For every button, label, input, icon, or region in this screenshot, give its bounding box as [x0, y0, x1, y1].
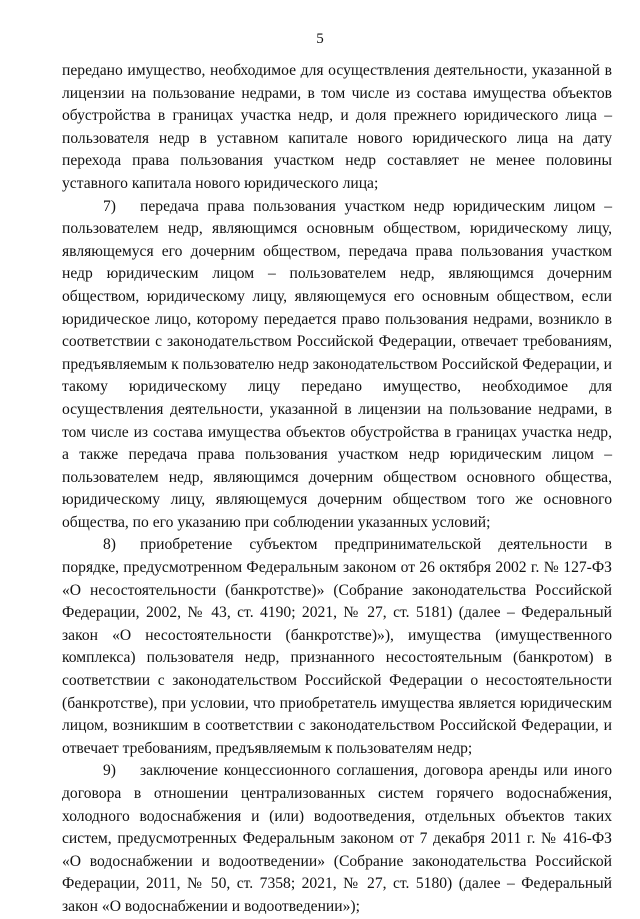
- page-number: 5: [316, 31, 324, 47]
- paragraph-text: заключение концессионного соглашения, договора аренды или иного договора в отношении централизованных систем горячего водоснабжения, холодного водоснабжения и (или) водоотведения, отдельных объектов таких систем, предусмотренных Федеральным законом от 7 декабря 2011 г. № 416-ФЗ «О водоснабжении и водоотведении» (Собрание законодательства Российской Федерации, 2011, № 50, ст. 7358; 2021, № 27, ст. 5180) (далее – Федеральный закон «О водоснабжении и водоотведении»);: [62, 762, 612, 915]
- paragraph-text: приобретение субъектом предпринимательской деятельности в порядке, предусмотренном Федеральным законом от 26 октября 2002 г. № 127-ФЗ «О несостоятельности (банкротстве)» (Собрание законодательства Российской Федерации, 2002, № 43, ст. 4190; 2021, № 27, ст. 5181) (далее – Федеральный закон «О несостоятельности (банкротстве)»), имущества (имущественного комплекса) пользователя недр, признанного несостоятельным (банкротом) в соответствии с законодательством Российской Федерации о несостоятельности (банкротстве), при условии, что приобретатель имущества является юридическим лицом, возникшим в соответствии с законодательством Российской Федерации, и отвечает требованиям, предъявляемым к пользователям недр;: [62, 536, 612, 757]
- paragraph-continuation: [62, 60, 612, 196]
- list-item-number: 8): [103, 536, 116, 554]
- list-item-8: [62, 534, 612, 760]
- list-item-number: 9): [103, 762, 116, 780]
- document-body: [62, 60, 612, 919]
- list-item-number: 7): [103, 197, 116, 215]
- paragraph-text: передача права пользования участком недр юридическим лицом – пользователем недр, являющимся основным обществом, юридическому лицу, являющемуся его дочерним обществом, передача права пользования участком недр юридическим лицом – пользователем недр, являющимся дочерним обществом, юридическому лицу, являющемуся его основным обществом, если юридическое лицо, которому передается право пользования недрами, возникло в соответствии с законодательством Российской Федерации, отвечает требованиям, предъявляемым к пользователю недр законодательством Российской Федерации, и такому юридическому лицу передано имущество, необходимое для осуществления деятельности, указанной в лицензии на пользование недрами, в том числе из состава имущества объектов обустройства в границах участка недр, а также передача права пользования участком недр юридическим лицом – пользователем недр, являющимся дочерним обществом основного общества, юридическому лицу, являющемуся дочерним обществом того же основного общества, по его указанию при соблюдении указанных условий;: [62, 197, 612, 531]
- list-item-7: [62, 196, 612, 535]
- paragraph-text: передано имущество, необходимое для осуществления деятельности, указанной в лицензии на пользование недрами, в том числе из состава имущества объектов обустройства в границах участка недр, и доля прежнего юридического лица – пользователя недр в уставном капитале нового юридического лица на дату перехода права пользования участком недр составляет не менее половины уставного капитала нового юридического лица;: [62, 62, 612, 192]
- list-item-9: [62, 760, 612, 918]
